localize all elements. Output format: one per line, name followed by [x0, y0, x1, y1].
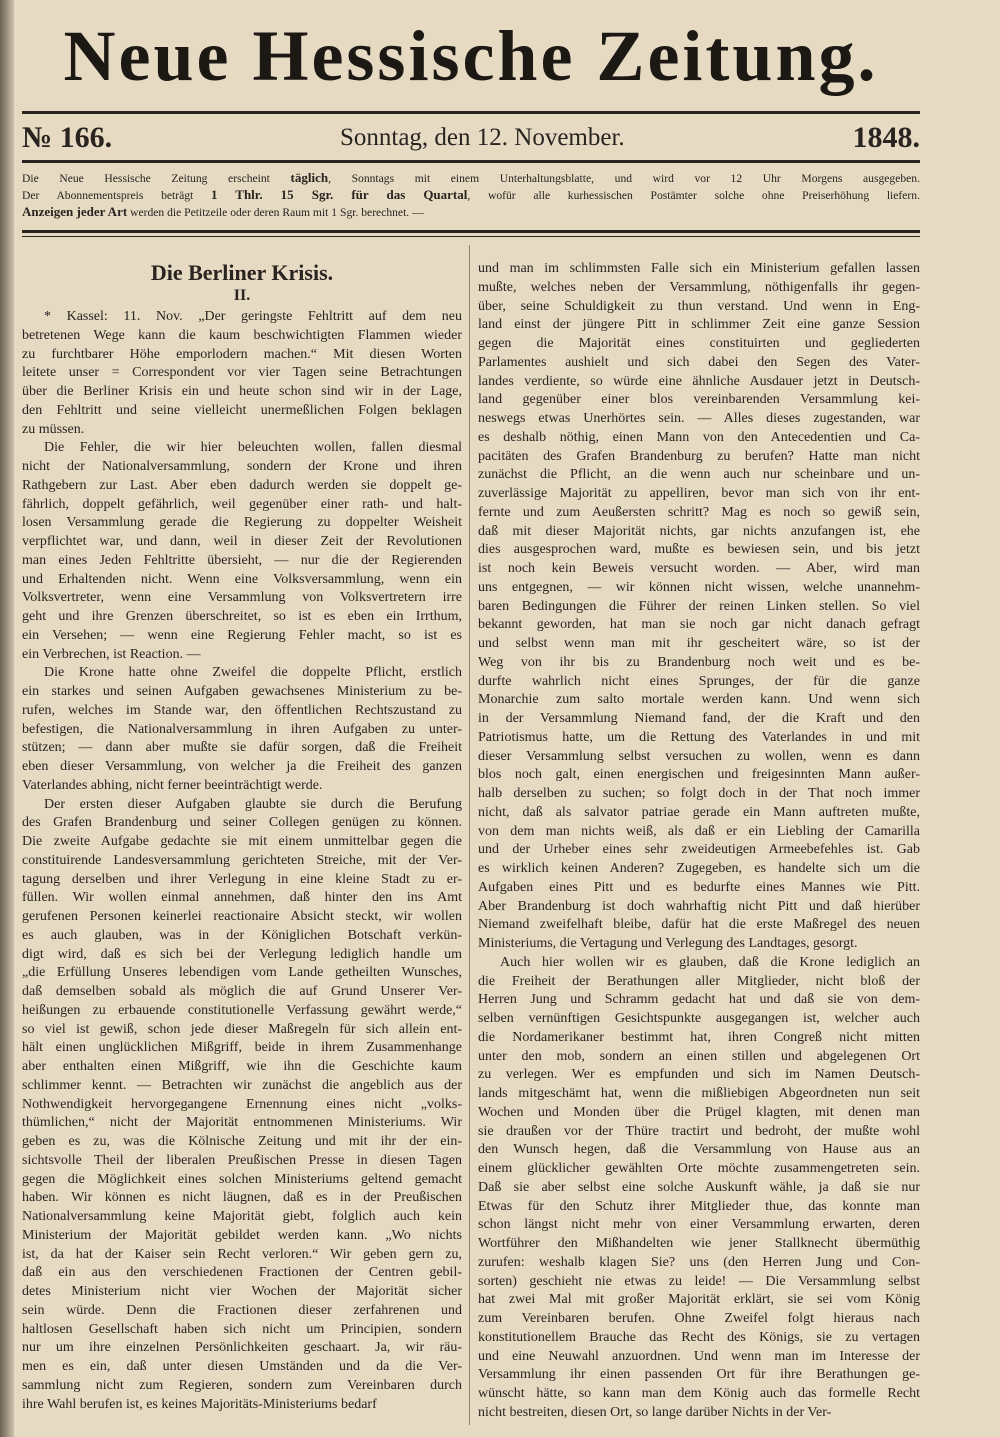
text-line: den Wunsch hegen, daß die Versammlung von Hause aus an — [478, 1142, 920, 1158]
text-line: halb derselben zu suchen; so folgt doch in der That noch immer — [478, 786, 920, 801]
text-line: nur um ihre einzelnen Persönlichkeiten geschaart. Ja, wir räu- — [22, 1340, 462, 1356]
text-line: füllen. Wir wollen einmal annehmen, daß hinter den ins Amt — [22, 890, 462, 906]
text-line: durfte wahrlich nicht eines Sprunges, der für die ganze — [478, 673, 920, 689]
text-line: sichtsvolle Theil der liberalen Preußischen Presse in diesen Tagen — [22, 1152, 462, 1168]
text-line: mußte, welches neben der Versammlung, nöthigenfalls ihr gegen- — [478, 279, 920, 295]
issue-number: № 166. — [22, 121, 113, 154]
text-line: Etwas für den Schutz ihrer Mitglieder thue, das konnte man — [478, 1198, 920, 1214]
text-line: men es ein, daß unter diesen Umständen und da die Ver- — [22, 1359, 462, 1374]
text-line: Aber Brandenburg ist doch wahrhaftig nicht Pitt und daß hierüber — [478, 898, 920, 914]
text-line: nicht bestreiten, diesen Ort, so lange darüber Nichts in der Ver- — [478, 1404, 832, 1420]
text-line: zum Vereinbaren berufen. Ohne Zweifel folgt hieraus nach — [478, 1311, 920, 1326]
text-line: Die zweite Aufgabe gedachte sie mit einem unmittelbar gegen die — [22, 834, 462, 849]
text-line: die Nordamerikaner bestimmt hat, ihren Congreß nicht mitten — [478, 1029, 920, 1045]
text-line: Daß sie aber selbst eine solche Auskunft wähle, ja daß sie nur — [478, 1179, 920, 1195]
text-line: pacitäten des Grafen Brandenburg zu berufen? Hatte man nicht — [478, 448, 920, 464]
text-line: befestigen, die Nationalversammlung in ihren Aufgaben zu unter- — [22, 721, 462, 737]
text-line: lands mitgeschämt hat, wenn die mißliebigen Abgeordneten nun seit — [478, 1086, 920, 1101]
text-line: zu furchtbarer Höhe emporlodern machen.“ Mit diesen Worten — [22, 346, 462, 362]
text-line: sie draußen vor der Thüre tractirt und bedroht, der mußte wohl — [478, 1123, 920, 1139]
notice-line: Der Abonnementspreis beträgt 1 Thlr. 15 Sgr. für das Quartal, wofür alle kurhessischen Postämter solche ohne Preiserhöhung liefern. — [22, 187, 920, 202]
text-line: rufen, welches im Stande war, den öffentlichen Rechtszustand zu — [22, 702, 462, 718]
text-line: es deshalb nöthig, einen Mann von den Antecedentien und Ca- — [478, 429, 920, 445]
text-line: Weg von ihr bis zu Brandenburg noch weit und es be- — [478, 654, 920, 670]
notice-rule — [22, 236, 920, 237]
text-line: Nothwendigkeit hervorgegangene Ernennung eines nicht „volks- — [22, 1096, 462, 1112]
text-line: Wochen und Monden über die Prügel klagten, mit denen man — [478, 1104, 920, 1120]
text-line: des Grafen Brandenburg und seiner Collegen genügen zu können. — [22, 815, 462, 831]
article-title: Die Berliner Krisis. — [150, 260, 334, 285]
text-line: landes verdiente, so würde eine ähnliche Ausdauer jetzt in Deutsch- — [478, 373, 920, 389]
text-line: und man im schlimmsten Falle sich ein Ministerium gefallen lassen — [478, 261, 920, 276]
text-line: Volksvertreter, wenn eine Versammlung von Volksvertretern irre — [22, 590, 462, 606]
text-line: fernte und zum Aeußersten schritt? Mag es noch so gewiß sein, — [478, 504, 920, 520]
text-line: hält einen unglücklichen Mißgriff, beide in ihrem Zusammenhange — [22, 1040, 462, 1056]
text-line: blos noch galt, einen energischen und freigesinnten Mann außer- — [478, 767, 920, 783]
text-line: Ministerium der Majorität gebildet werden kann. „Wo nichts — [22, 1227, 462, 1243]
text-line: haben. Wir können es nicht läugnen, daß es in der Preußischen — [22, 1190, 462, 1206]
text-line: schon längst nicht mehr von einer Versammlung erwarten, deren — [478, 1217, 920, 1233]
issue-year: 1848. — [852, 121, 920, 154]
text-line: den Fehltritt und seine vielleicht unermeßlichen Folgen beklagen — [22, 402, 462, 418]
text-line: losen Versammlung gerade die Regierung zu doppelter Weisheit — [22, 515, 462, 531]
text-line: sorten) geschieht nie etwas zu leide! — Die Versammlung selbst — [478, 1273, 920, 1289]
issue-line — [22, 118, 920, 158]
page-edge-shadow — [0, 0, 14, 1437]
text-line: gerufenen Personen keinerlei reactionaire Absicht steckt, wir wollen — [22, 909, 462, 924]
text-line: aber enthalten einen Mißgriff, wie ihn die Geschichte kaum — [22, 1059, 462, 1074]
text-line: ein Verbrechen, ist Reaction. — — [22, 646, 201, 662]
column-divider — [469, 245, 470, 1425]
text-line: fährlich, doppelt gefährlich, weil gegenüber einer rath- und halt- — [22, 496, 462, 512]
article-column-right — [478, 260, 920, 1423]
text-line: schlimmer kennt. — Betrachten wir zunächst die angeblich aus der — [22, 1077, 462, 1093]
text-line: land gegenüber einer blos vereinbarenden Versammlung kei- — [478, 392, 920, 408]
text-line: hat zwei Mal mit großer Majorität erklärt, sie sei vom König — [478, 1292, 920, 1308]
text-line: „die Erfüllung Unseres lebendigen vom Lande getheilten Wunsches, — [22, 965, 462, 981]
text-line: gegen die Majorität eines constituirten und gegliederten — [478, 336, 920, 351]
text-line: Niemand zweifelhaft bleibe, dafür hat die erste Maßregel des neuen — [478, 917, 920, 933]
text-line: geht und ihre Grenzen überschreitet, so ist es eben ein Irrthum, — [22, 609, 462, 624]
text-line: so viel ist gewiß, schon jede dieser Maßregeln für sich allein ent- — [22, 1021, 462, 1037]
text-line: Auch hier wollen wir es glauben, daß die Krone lediglich an — [500, 954, 920, 970]
text-line: sammlung nicht zum Regieren, sondern zum Vereinbaren durch — [22, 1377, 462, 1393]
text-line: Parlamentes aushielt und sich dabei den Segen des Vater- — [478, 354, 920, 370]
notice-rule — [22, 230, 920, 233]
notice-line: Die Neue Hessische Zeitung erscheint täglich, Sonntags mit einem Unterhaltungsblatte, und wird vor 12 Uhr Morgens ausgegeben. — [22, 170, 920, 185]
text-line: über, seine Schuldigkeit zu thun verstand. Und wenn in Eng- — [478, 298, 920, 314]
text-line: Vaterlandes abhing, nicht ferner beeinträchtigt werde. — [22, 777, 323, 793]
text-line: thümlichen,“ nicht der Majorität entnommenen Ministeriums. Wir — [22, 1115, 462, 1131]
text-line: zunächst die Pflicht, an die wenn auch nur scheinbare und un- — [478, 467, 920, 483]
text-line: dies ausgesprochen ward, mußte es bewiesen sein, und bis jetzt — [478, 542, 920, 558]
text-line: baren Bedingungen die Führer der reinen Linken stellen. So viel — [478, 598, 920, 614]
text-line: über die Berliner Krisis ein und heute schon sind wir in der Lage, — [22, 384, 462, 399]
text-line: in der Versammlung Niemand fand, der die Kraft und den — [478, 711, 920, 726]
text-line: Rathgebern zur Last. Aber eben dadurch werden sie doppelt ge- — [22, 477, 462, 493]
text-line: verpflichtet war, und dann, weil in dieser Zeit der Revolutionen — [22, 534, 462, 549]
text-line: ein Versehen; — wenn eine Regierung Fehler macht, so ist es — [22, 627, 462, 643]
header-rule — [22, 160, 920, 163]
article-part: II. — [233, 287, 251, 304]
text-line: und der Urheber eines sehr zweideutigen Armeebefehles ist. Gab — [478, 842, 920, 858]
text-line: Versammlung ihr einen passenden Ort für ihre Berathungen ge- — [478, 1367, 920, 1383]
text-line: ein starkes und seinen Aufgaben gewachsenes Ministerium zu be- — [22, 684, 462, 699]
text-line: heißungen zu erbauende constitutionelle Verfassung gewährt werde,“ — [22, 1002, 462, 1018]
text-line: zu verlegen. Wer es empfunden und sich im Namen Deutsch- — [478, 1067, 920, 1083]
text-line: ist noch kein Beweis versucht worden. — Aber, wird man — [478, 561, 920, 576]
text-line: Ministeriums, die Vertagung und Verlegung des Landtages, gesorgt. — [478, 936, 858, 951]
text-line: wünscht hätte, so kann man dem König auch das formelle Recht — [478, 1386, 920, 1401]
text-line: und selbst wenn man mit ihr gescheitert wäre, so ist der — [478, 636, 920, 651]
text-line: sein würde. Denn die Fractionen dieser zerfahrenen und — [22, 1302, 462, 1318]
text-line: von dem man nichts weiß, als daß er ein Liebling der Camarilla — [478, 823, 920, 839]
subscription-notice — [22, 170, 920, 221]
text-line: zuverlässige Majorität zu appelliren, bevor man sich von ihr ent- — [478, 486, 920, 501]
text-line: Aufgaben eines Pitt und es bedurfte eines Mannes wie Pitt. — [478, 879, 920, 895]
text-line: geben es zu, was die Kölnische Zeitung und mit ihr der ein- — [22, 1134, 462, 1149]
text-line: Der ersten dieser Aufgaben glaubte sie durch die Berufung — [44, 796, 462, 812]
text-line: * Kassel: 11. Nov. „Der geringste Fehltritt auf dem neu — [44, 309, 462, 324]
text-line: Wortführer den Mißhandelten wie jener Stallknecht übermüthig — [478, 1236, 920, 1251]
text-line: selben vernünftigen Gesichtspunkte ausgegangen ist, welcher auch — [478, 1011, 920, 1026]
newspaper-masthead: Neue Hessische Zeitung. — [63, 16, 879, 96]
text-line: ihre Wahl berufen ist, es keines Majoritäts-Ministeriums bedarf — [22, 1396, 377, 1412]
text-line: constituirende Landesversammlung gerichteten Streiche, mit der Ver- — [22, 852, 462, 868]
text-line: die Freiheit der Berathungen aller Mitglieder, nicht bloß der — [478, 973, 920, 989]
text-line: es wirklich keinen Anderen? Zugegeben, es handelte sich um die — [478, 861, 920, 876]
text-line: eben dieser Versammlung, von welcher ja die Freiheit des ganzen — [22, 759, 462, 774]
text-line: tagung derselben und ihrer Verlegung in eine kleine Stadt zu er- — [22, 871, 462, 887]
text-line: digt wird, daß es sich bei der Verlegung lediglich handle um — [22, 946, 462, 962]
text-line: Monarchie zum salto mortale werden kann. Und wenn sich — [478, 692, 920, 708]
text-line: es auch glauben, was in der Königlichen Botschaft verkün- — [22, 927, 462, 943]
issue-date: Sonntag, den 12. November. — [339, 124, 625, 151]
text-line: daß mit dieser Majorität nichts, gar nichts anzufangen ist, ehe — [478, 523, 920, 539]
text-line: bekannt geworden, hat man sie noch gar nicht danach gefragt — [478, 617, 920, 633]
text-line: stützen; — dann aber mußte sie dafür sorgen, daß die Freiheit — [22, 740, 462, 756]
notice-line: Anzeigen jeder Art werden die Petitzeile oder deren Raum mit 1 Sgr. berechnet. — — [22, 204, 424, 219]
text-line: nicht, daß als salvator patriae gerade ein Mann auftreten mußte, — [478, 804, 920, 820]
text-line: man eines Jeden Fehltritte übersieht, — nur die der Regierenden — [22, 552, 462, 568]
article-column-left — [22, 308, 462, 1414]
text-line: dieser Versammlung selbst versuchen zu wollen, wenn es dann — [478, 748, 920, 764]
text-line: daß demselben sobald als möglich die auf Grund Unserer Ver- — [22, 984, 462, 999]
text-line: neswegs etwas Unerhörtes sein. — Alles dieses zugestanden, war — [478, 411, 920, 426]
text-line: zurufen: weshalb klagen Sie? uns (den Herren Jung und Con- — [478, 1254, 920, 1270]
text-line: konstitutionellem Brauche das Recht des Königs, sie zu vertagen — [478, 1329, 920, 1345]
text-line: Nationalversammlung keine Majorität giebt, folglich auch kein — [22, 1209, 462, 1224]
text-line: haltlosen Gesellschaft haben sich nicht um Principien, sondern — [22, 1321, 462, 1337]
text-line: ist, da hat der Kaiser sein Recht verloren.“ Wir geben gern zu, — [22, 1246, 462, 1262]
text-line: Die Krone hatte ohne Zweifel die doppelte Pflicht, erstlich — [44, 665, 462, 681]
text-line: daß ein aus den verschiedenen Fractionen der Centren gebil- — [22, 1265, 462, 1281]
text-line: und eine Neuwahl anzuordnen. Und wenn man im Interesse der — [478, 1348, 920, 1364]
text-line: land einst der jüngere Pitt in schlimmer Zeit eine ganze Session — [478, 317, 920, 333]
text-line: nicht der Nationalversammlung, sondern der Krone und ihren — [22, 459, 462, 474]
text-line: Die Fehler, die wir hier beleuchten wollen, fallen diesmal — [44, 440, 462, 456]
text-line: leitete unser = Correspondent vor vier Tagen seine Betrachtungen — [22, 365, 462, 381]
text-line: detes Ministerium nicht vier Wochen der Majorität sicher — [22, 1284, 462, 1299]
text-line: Herren Jung und Schramm gedacht hat und daß sie von dem- — [478, 992, 920, 1008]
header-rule — [22, 111, 920, 114]
text-line: einem glücklicher gewählten Orte möchte zusammengetreten sein. — [478, 1161, 920, 1176]
text-line: und Erhaltenden nicht. Wenn eine Volksversammlung, wenn ein — [22, 571, 462, 587]
text-line: zu müssen. — [22, 421, 85, 437]
text-line: uns entgegnen, — wir können nicht wissen, welche unannehm- — [478, 579, 920, 595]
text-line: gegen die Möglichkeit eines solchen Ministeriums geltend gemacht — [22, 1171, 462, 1187]
text-line: unter den mob, sondern an einen stillen und abgelegenen Ort — [478, 1048, 920, 1064]
text-line: Patriotismus hatte, um die Rettung des Vaterlandes in und mit — [478, 729, 920, 745]
text-line: betretenen Wege kann die kaum beschwichtigten Flammen wieder — [22, 327, 462, 343]
